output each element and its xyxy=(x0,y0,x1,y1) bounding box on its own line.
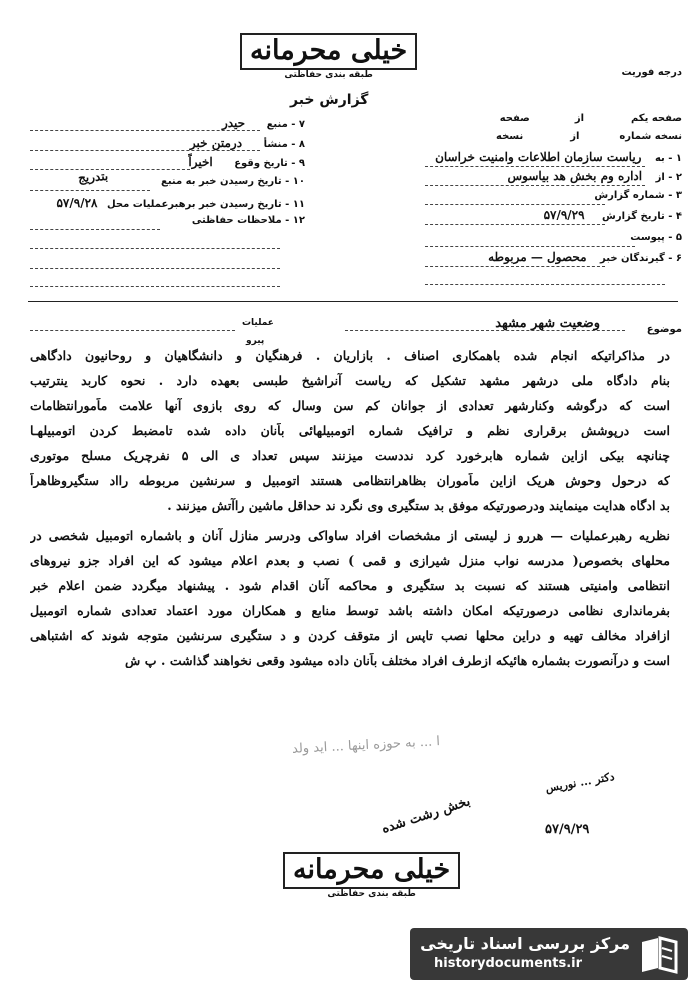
header-divider xyxy=(28,301,678,302)
field-7-value: حیدر xyxy=(221,116,246,130)
from-label-2: از xyxy=(570,131,580,142)
body-line: است و درآنصورت بشماره هائیکه ازطرف افراد مختلف باًنان داده میشود وقعی نخواهند گذاشت . پ ش xyxy=(125,653,670,668)
field-11-label: ۱۱ - تاریخ رسیدن خبر برهبرعملیات محل xyxy=(106,199,305,210)
body-line: نظریه رهبرعملیات — هررو ز لیستی از مشخصات افراد ساواکی ودرسر منازل آنان و باشماره اتومبیل شخصی در xyxy=(30,528,670,543)
top-classification-stamp xyxy=(240,33,417,80)
field-6 xyxy=(488,250,682,264)
bottom-classification-stamp xyxy=(283,852,460,899)
field-9-value: اخیراً xyxy=(188,155,213,169)
field-9 xyxy=(188,155,305,169)
field-8-label: ۸ - منشأ xyxy=(263,139,305,150)
field-2-value: اداره وم بخش هد بیاسوس xyxy=(507,169,643,183)
book-logo-icon xyxy=(638,934,680,974)
body-line: است که درگوشه وکنارشهر تعدادی از جوانان کم سن وسال که روی بازوی آنها علامت ماًمورانتظامات xyxy=(30,398,670,413)
subject-value: وضعیت شهر مشهد xyxy=(495,316,600,331)
field-12: ۱۲ - ملاحظات حفاظتی xyxy=(191,215,305,226)
watermark-badge xyxy=(410,928,688,980)
field-10-value: بتدریج xyxy=(77,168,109,186)
faint-handwritten-note: ا ... به حوزه اینها ... اید ولد xyxy=(291,734,441,757)
field-1 xyxy=(435,150,682,164)
field-4 xyxy=(544,208,682,222)
page-field xyxy=(392,113,682,124)
field-8 xyxy=(190,136,305,150)
body-line: ازافراد مخالف تهیه و دراین محلها نصب تاپس از متوقف کردن و د ستگیری سرنشین متوجه شوند که اشتباهی xyxy=(30,628,670,643)
subject-side-label-2: پیرو xyxy=(246,336,265,346)
field-11 xyxy=(56,196,305,210)
stamp-text: خیلی محرمانه xyxy=(240,33,417,70)
field-6-value: محصول — مربوطه xyxy=(488,250,587,264)
field-8-value: درمتن خبر xyxy=(189,136,243,150)
field-5: ۵ - پیوست xyxy=(630,232,682,243)
watermark-title: مرکز بررسی اسناد تاریخی xyxy=(420,934,630,953)
field-4-value: ۵۷/۹/۲۹ xyxy=(543,208,585,222)
field-7 xyxy=(222,116,305,130)
field-1-label: ۱ - به xyxy=(654,153,682,164)
signature-right-date: ۵۷/۹/۲۹ xyxy=(545,822,590,837)
subject-label: موضوع xyxy=(646,324,682,335)
field-9-label: ۹ - تاریخ وقوع xyxy=(234,158,305,169)
form-title: گزارش خبر xyxy=(290,92,369,108)
field-1-value: ریاست سازمان اطلاعات وامنیت خراسان xyxy=(435,150,642,164)
body-line: چنانچه بیکی ازاین شماره هابرخورد کرد نددست میزنند سپس تعداد ی الی ۵ نفرچریک مسلح موتوری xyxy=(30,448,670,463)
copy-field xyxy=(392,131,682,142)
body-line: است درپوشش برقراری نظم و ترافیک شماره اتومبیلهائی باًنان داده شده تامضبط کردن اتومبیلهـا xyxy=(30,423,670,438)
field-6-label: ۶ - گیرندگان خبر xyxy=(600,253,682,264)
signature-right: دکتر ... نوریس xyxy=(544,770,616,795)
body-line: بد ادگاه هدایت مینمایند ودرصورتیکه موفق بد ستگیری وی نگرد ند حداقل ماشین راآتش میزنند . xyxy=(167,498,670,513)
page-label-2: صفحه xyxy=(499,113,530,124)
copy-label-2: نسخه xyxy=(496,131,524,142)
stamp-subtitle: طبقه بندی حفاظتی xyxy=(284,70,373,80)
stamp-text: خیلی محرمانه xyxy=(283,852,460,889)
field-10: ۱۰ - تاریخ رسیدن خبر به منبع xyxy=(161,176,305,187)
body-line: انتظامی وامنیتی هستند که نسبت بد ستگیری و محاکمه آنان اقدام شود . پیشنهاد میگردد ضمن اعلام خبر xyxy=(30,578,670,593)
signature-center: بخش رشت شده xyxy=(379,794,473,837)
from-label: از xyxy=(574,113,584,124)
field-11-value: ۵۷/۹/۲۸ xyxy=(56,196,98,210)
field-4-label: ۴ - تاریخ گزارش xyxy=(602,211,682,222)
field-2-label: ۲ - از xyxy=(655,172,682,183)
copy-label: نسخه شماره xyxy=(619,131,682,142)
stamp-subtitle: طبقه بندی حفاظتی xyxy=(327,889,416,899)
field-7-label: ۷ - منبع xyxy=(266,119,305,130)
body-line: محلهای بخصوص( مدرسه نواب منزل شیرازی و قمی ) نصب و بعدم اعلام میشود که این افراد جزو نیروهای xyxy=(30,553,670,568)
watermark-url: historydocuments.ir xyxy=(434,956,583,971)
field-2 xyxy=(508,169,682,183)
field-3: ۳ - شماره گزارش xyxy=(594,190,682,201)
body-line: بفرمانداری نظامی درصورتیکه امکان داشته باشد توسط منابع و همکاران مورد اعتماد تعدادی شماره اتومبیل xyxy=(30,603,670,618)
page-label: صفحه یکم xyxy=(630,113,682,124)
body-line: که درحول وحوش هریک ازاین ماًموران بظاهرانتظامی هستند اتومبیل و سرنشین مربوطه رااد ستگیروظاهراً xyxy=(30,473,670,488)
priority-label: درجه فوریت xyxy=(621,67,682,78)
body-line: در مذاکراتیکه انجام شده باهمکاری اصناف . بازاریان . فرهنگیان و دانشگاهیان و روحانیون دادگاهی xyxy=(30,348,670,363)
subject-side-label-1: عملیات xyxy=(242,318,274,328)
body-line: بنام دادگاه ملی درشهر مشهد تشکیل که ریاست آنراشیخ طبسی بعهده دارد . نحوه کاربد ینترتیب xyxy=(30,373,670,388)
